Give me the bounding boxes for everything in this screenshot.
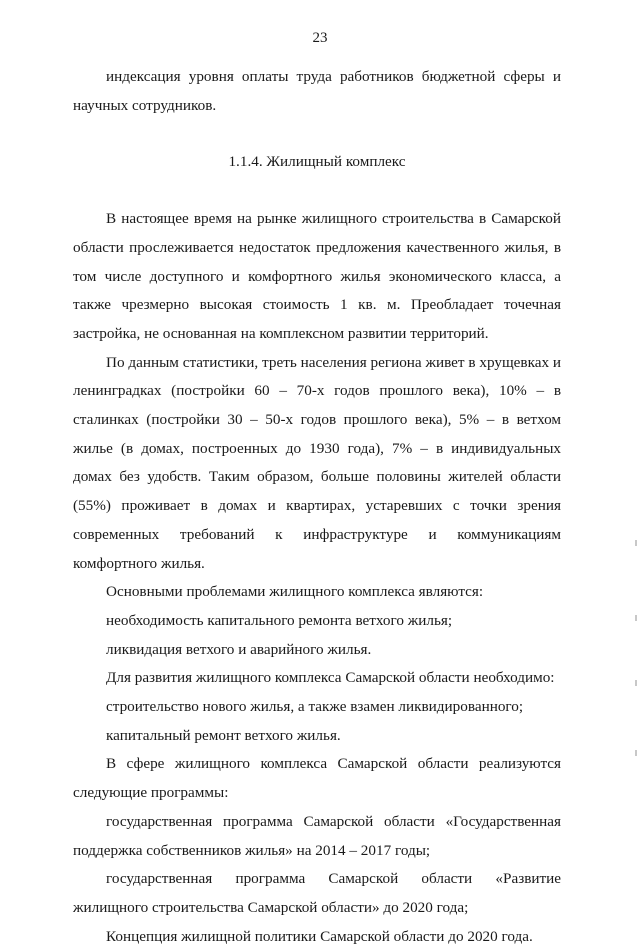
section-heading: 1.1.4. Жилищный комплекс	[228, 153, 406, 171]
document-body	[73, 63, 561, 951]
program-item: государственная программа Самарской области «Развитие жилищного строительства Самарской области» до 2020 года;	[73, 870, 561, 916]
scan-margin-marks	[635, 520, 638, 780]
paragraph-market: В настоящее время на рынке жилищного строительства в Самарской области прослеживается недостаток предложения качественного жилья, в том числе доступного и комфортного жилья экономического класса, а также чрезмерно высокая стоимость 1 кв. м. Преобладает точечная застройка, не основанная на комплексном развитии территорий.	[73, 210, 561, 342]
paragraph-statistics: По данным статистики, треть населения региона живет в хрущевках и ленинградках (постройки 60 – 70-х годов прошлого века), 10% – в сталинках (постройки 30 – 50-х годов прошлого века), 5% – в ветхом жилье (в домах, построенных до 1930 года), 7% – в индивидуальных домах без удобств. Таким образом, больше половины жителей области (55%) проживает в домах и квартирах, устаревших с точки зрения современных требований к инфраструктуре и коммуникациям комфортного жилья.	[73, 353, 561, 572]
program-item: государственная программа Самарской области «Государственная поддержка собственников жилья» на 2014 – 2017 годы;	[73, 812, 561, 859]
problem-item: необходимость капитального ремонта ветхого жилья;	[106, 611, 453, 629]
development-item: капитальный ремонт ветхого жилья.	[106, 726, 341, 744]
development-item: строительство нового жилья, а также взамен ликвидированного;	[106, 698, 524, 716]
program-item: Концепция жилищной политики Самарской области до 2020 года.	[106, 927, 533, 945]
intro-paragraph: индексация уровня оплаты труда работников бюджетной сферы и научных сотрудников.	[73, 68, 561, 114]
page-number: 23	[312, 30, 328, 46]
problem-item: ликвидация ветхого и аварийного жилья.	[106, 640, 372, 658]
problems-intro: Основными проблемами жилищного комплекса являются:	[106, 583, 484, 601]
development-intro: Для развития жилищного комплекса Самарской области необходимо:	[106, 669, 555, 687]
programs-intro: В сфере жилищного комплекса Самарской области реализуются следующие программы:	[73, 755, 561, 802]
